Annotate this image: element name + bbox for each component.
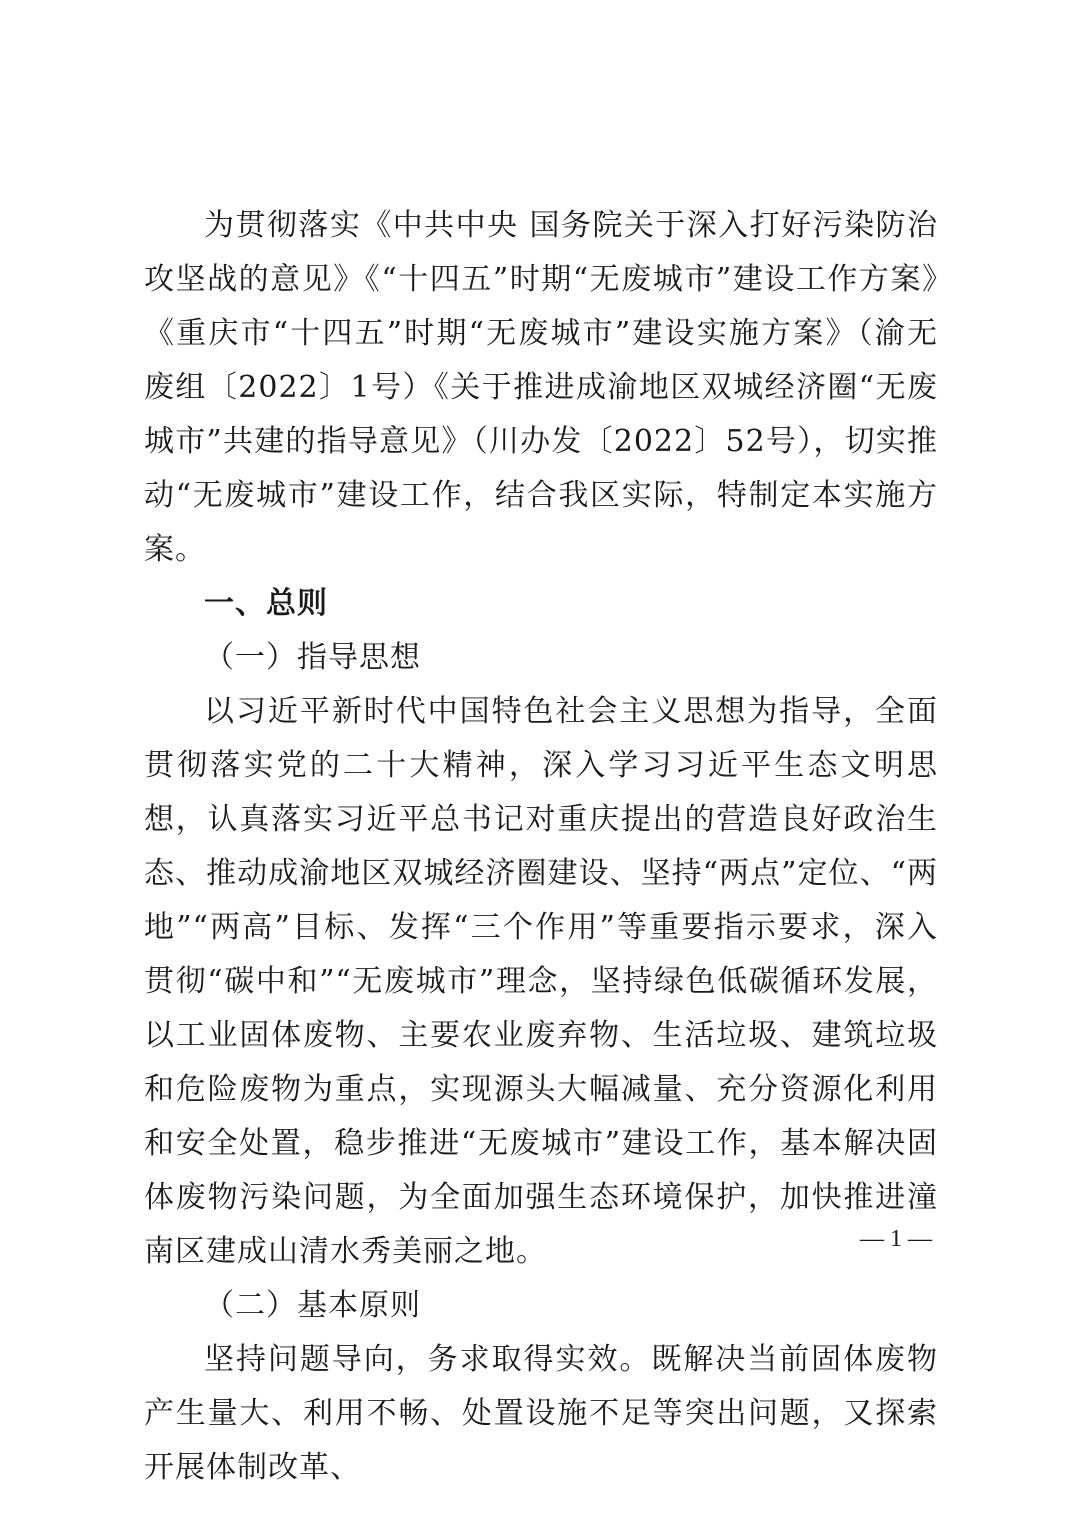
intro-paragraph: 为贯彻落实《中共中央 国务院关于深入打好污染防治攻坚战的意见》《“十四五”时期“无废城市”建设工作方案》《重庆市“十四五”时期“无废城市”建设实施方案》（渝无废组〔2022〕1号）《关于推进成渝地区双城经济圈“无废城市”共建的指导意见》（川办发〔2022〕52号），切实推动“无废城市”建设工作，结合我区实际，特制定本实施方案。 xyxy=(144,208,938,567)
basic-principles-paragraph: 坚持问题导向，务求取得实效。既解决当前固体废物产生量大、利用不畅、处置设施不足等突出问题，又探索开展体制改革、 xyxy=(144,1342,938,1485)
subsection-heading-basic-principles: （二）基本原则 xyxy=(204,1288,421,1323)
page-number: — 1 — xyxy=(860,1226,932,1252)
guiding-ideology-paragraph: 以习近平新时代中国特色社会主义思想为指导，全面贯彻落实党的二十大精神，深入学习习近平生态文明思想，认真落实习近平总书记对重庆提出的营造良好政治生态、推动成渝地区双城经济圈建设、坚持“两点”定位、“两地”“两高”目标、发挥“三个作用”等重要指示要求，深入贯彻“碳中和”“无废城市”理念，坚持绿色低碳循环发展，以工业固体废物、主要农业废弃物、生活垃圾、建筑垃圾和危险废物为重点，实现源头大幅减量、充分资源化利用和安全处置，稳步推进“无废城市”建设工作，基本解决固体废物污染问题，为全面加强生态环境保护，加快推进潼南区建成山清水秀美丽之地。 xyxy=(144,694,938,1269)
section-heading-general: 一、总则 xyxy=(204,586,328,621)
subsection-heading-guiding-ideology: （一）指导思想 xyxy=(204,640,421,675)
document-body xyxy=(144,199,938,1495)
